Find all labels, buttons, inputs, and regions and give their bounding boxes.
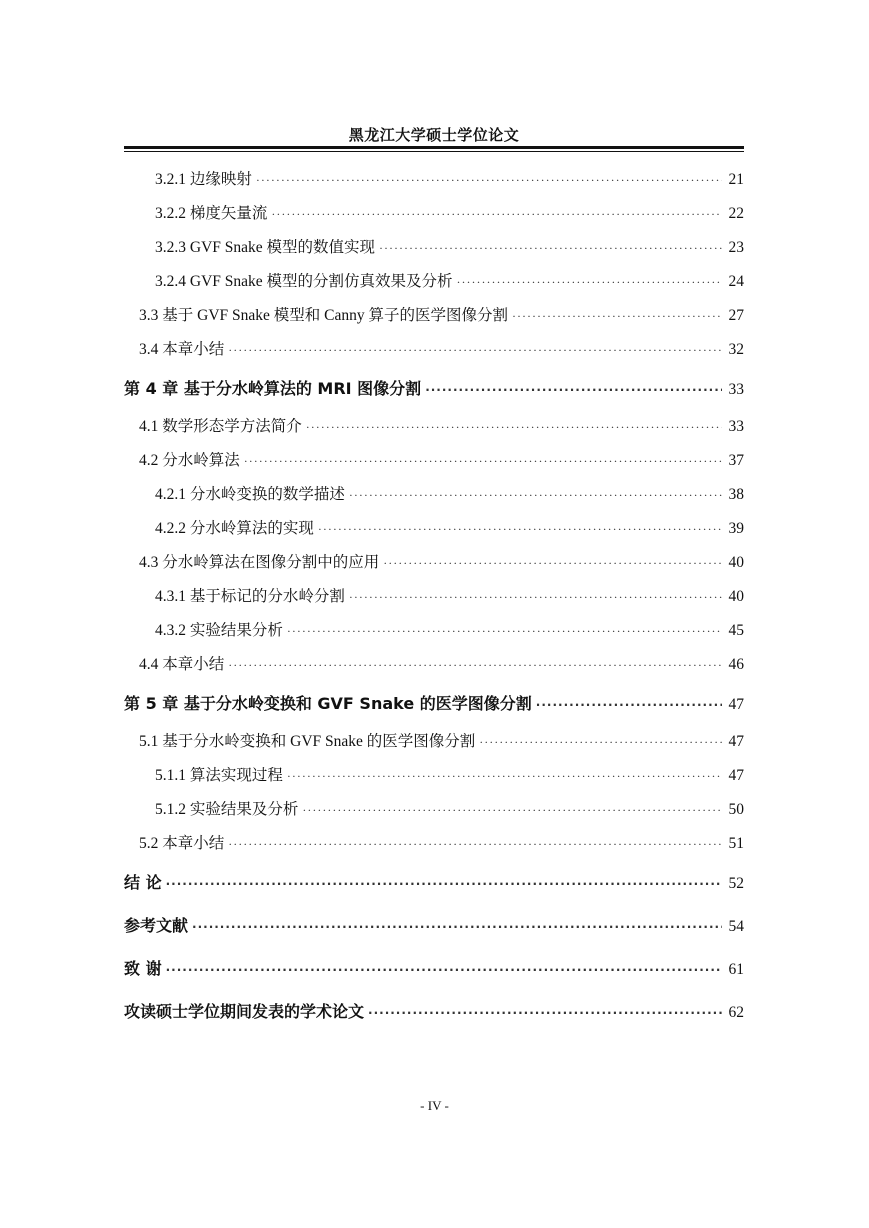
toc-entry — [124, 163, 744, 197]
toc-dot-leader — [349, 580, 722, 614]
toc-entry-title: 致 谢 — [124, 959, 162, 978]
toc-dot-leader — [318, 512, 722, 546]
toc-entry — [124, 197, 744, 231]
toc-entry — [124, 478, 744, 512]
toc-dot-leader — [536, 684, 722, 727]
toc-entry-title: 3.2.2 梯度矢量流 — [155, 205, 268, 222]
toc-dot-leader — [271, 197, 722, 231]
toc-dot-leader — [287, 759, 722, 793]
toc-entry-page: 47 — [728, 767, 744, 784]
toc-dot-leader — [425, 369, 722, 412]
toc-entry — [124, 580, 744, 614]
toc-entry-title: 参考文献 — [124, 916, 189, 935]
toc-entry — [124, 990, 744, 1033]
toc-entry — [124, 546, 744, 580]
toc-entry — [124, 231, 744, 265]
toc-entry — [124, 367, 744, 410]
toc-entry-page: 27 — [728, 307, 744, 324]
toc-entry-page: 39 — [728, 520, 744, 537]
toc-entry-title: 4.4 本章小结 — [139, 656, 225, 673]
toc-entry-title: 结 论 — [124, 873, 162, 892]
toc-dot-leader — [287, 614, 722, 648]
toc-entry-title: 3.2.4 GVF Snake 模型的分割仿真效果及分析 — [155, 273, 453, 290]
toc-entry-page: 45 — [728, 622, 744, 639]
toc-dot-leader — [256, 163, 722, 197]
toc-entry-title: 4.1 数学形态学方法简介 — [139, 418, 302, 435]
toc-dot-leader — [228, 333, 722, 367]
toc-entry-page: 61 — [728, 961, 744, 978]
toc-entry-title: 4.2.2 分水岭算法的实现 — [155, 520, 314, 537]
toc-entry-title: 3.2.1 边缘映射 — [155, 171, 252, 188]
toc-dot-leader — [244, 444, 722, 478]
toc-entry — [124, 614, 744, 648]
toc-entry — [124, 947, 744, 990]
toc-entry-page: 21 — [728, 171, 744, 188]
toc-entry-page: 23 — [728, 239, 744, 256]
toc-entry-title: 第 5 章 基于分水岭变换和 GVF Snake 的医学图像分割 — [124, 694, 532, 713]
toc-entry-page: 62 — [728, 1004, 744, 1021]
toc-entry-title: 5.1 基于分水岭变换和 GVF Snake 的医学图像分割 — [139, 733, 476, 750]
toc-entry — [124, 333, 744, 367]
toc-entry — [124, 512, 744, 546]
toc-entry-title: 4.2 分水岭算法 — [139, 452, 240, 469]
toc-dot-leader — [302, 793, 722, 827]
header-rule-thick — [124, 146, 744, 149]
toc-entry-page: 52 — [728, 875, 744, 892]
toc-entry — [124, 904, 744, 947]
toc-entry-title: 3.2.3 GVF Snake 模型的数值实现 — [155, 239, 376, 256]
toc-entry-title: 4.3.2 实验结果分析 — [155, 622, 283, 639]
toc-dot-leader — [379, 231, 722, 265]
toc-entry-title: 5.2 本章小结 — [139, 835, 225, 852]
toc-entry-page: 40 — [728, 554, 744, 571]
toc-dot-leader — [166, 949, 722, 992]
toc-entry-page: 37 — [728, 452, 744, 469]
toc-dot-leader — [228, 827, 722, 861]
toc-dot-leader — [512, 299, 722, 333]
toc-entry — [124, 265, 744, 299]
toc-entry — [124, 827, 744, 861]
toc-dot-leader — [228, 648, 722, 682]
toc-entry-page: 47 — [728, 696, 744, 713]
toc-entry-page: 32 — [728, 341, 744, 358]
toc-entry — [124, 725, 744, 759]
toc-entry-page: 24 — [728, 273, 744, 290]
toc-entry — [124, 299, 744, 333]
toc-entry-title: 5.1.2 实验结果及分析 — [155, 801, 299, 818]
toc-entry-title: 3.4 本章小结 — [139, 341, 225, 358]
toc-entry-page: 46 — [728, 656, 744, 673]
toc-dot-leader — [368, 992, 722, 1035]
toc-dot-leader — [457, 265, 722, 299]
toc-entry-page: 33 — [728, 418, 744, 435]
toc-entry-title: 4.2.1 分水岭变换的数学描述 — [155, 486, 345, 503]
toc-entry — [124, 648, 744, 682]
toc-entry — [124, 682, 744, 725]
toc-entry-page: 40 — [728, 588, 744, 605]
toc-entry — [124, 861, 744, 904]
toc-entry-title: 第 4 章 基于分水岭算法的 MRI 图像分割 — [124, 379, 422, 398]
toc-entry-title: 4.3.1 基于标记的分水岭分割 — [155, 588, 345, 605]
toc-entry-title: 3.3 基于 GVF Snake 模型和 Canny 算子的医学图像分割 — [139, 307, 508, 324]
toc-entry — [124, 759, 744, 793]
toc-entry-title: 4.3 分水岭算法在图像分割中的应用 — [139, 554, 380, 571]
running-header: 黑龙江大学硕士学位论文 — [348, 128, 520, 144]
toc-dot-leader — [166, 863, 722, 906]
toc-entry-title: 5.1.1 算法实现过程 — [155, 767, 283, 784]
toc-entry-page: 50 — [728, 801, 744, 818]
toc-entry-title: 攻读硕士学位期间发表的学术论文 — [124, 1002, 365, 1021]
toc-dot-leader — [192, 906, 722, 949]
table-of-contents — [124, 163, 744, 1033]
toc-entry — [124, 410, 744, 444]
toc-dot-leader — [306, 410, 722, 444]
toc-dot-leader — [383, 546, 722, 580]
page-number: - IV - — [420, 1098, 449, 1113]
toc-entry-page: 22 — [728, 205, 744, 222]
toc-entry-page: 33 — [728, 381, 744, 398]
toc-entry-page: 38 — [728, 486, 744, 503]
toc-entry — [124, 444, 744, 478]
header-rule-thin — [124, 151, 744, 152]
toc-entry-page: 54 — [728, 918, 744, 935]
toc-dot-leader — [349, 478, 722, 512]
toc-entry-page: 47 — [728, 733, 744, 750]
toc-entry — [124, 793, 744, 827]
toc-dot-leader — [479, 725, 722, 759]
toc-entry-page: 51 — [728, 835, 744, 852]
